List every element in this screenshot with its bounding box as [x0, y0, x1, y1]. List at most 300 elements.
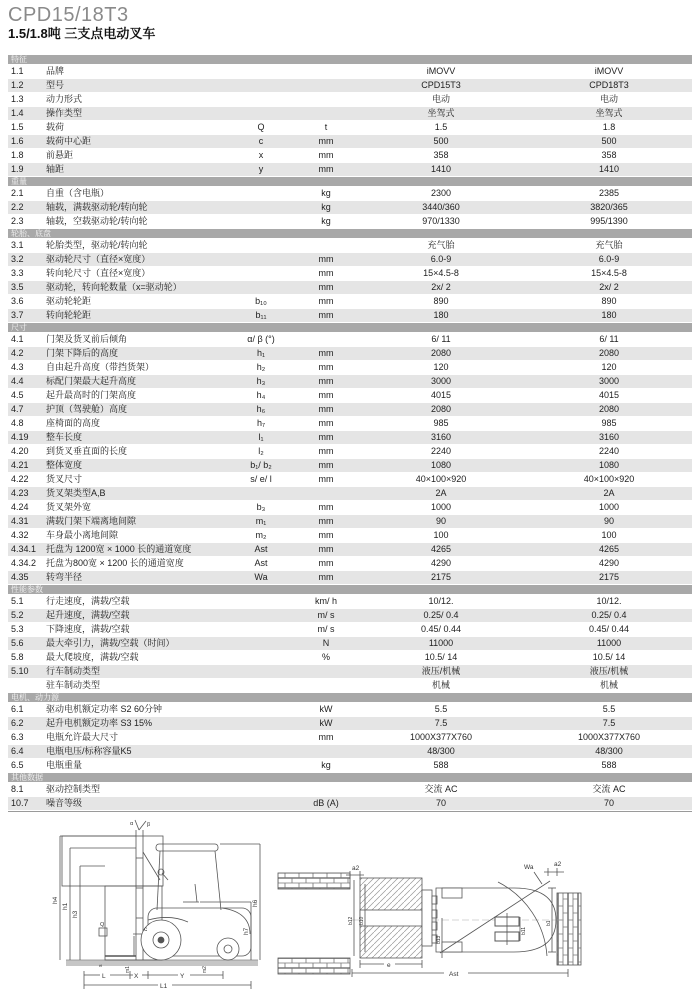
cell-desc: 最大爬坡度，满载/空载: [46, 652, 139, 662]
cell-desc: 整车长度: [46, 432, 83, 442]
cell-desc: 轴载，满载驱动轮/转向轮: [46, 202, 148, 212]
cell-unit: mm: [318, 418, 334, 428]
cell-unit: kW: [319, 718, 333, 728]
cell-v2: 995/1390: [590, 216, 628, 226]
cell-v1: 358: [433, 150, 449, 160]
cell-no: 5.8: [11, 652, 24, 662]
cell-no: 4.34.2: [11, 558, 37, 568]
cell-desc: 货叉架类型A,B: [46, 488, 106, 498]
cell-v1: 4265: [430, 544, 452, 554]
cell-unit: kg: [321, 202, 331, 212]
cell-desc: 门架下降后的高度: [46, 348, 119, 358]
section-header: 轮胎、底盘: [8, 229, 692, 238]
section-header: 电机、动力源: [8, 693, 692, 702]
b10-label: b10: [359, 916, 365, 925]
section-header: 性能参数: [8, 585, 692, 594]
cell-v2: 2240: [598, 446, 620, 456]
cell-desc: 托盘为 1200宽 × 1000 长的通道宽度: [46, 544, 192, 554]
cell-unit: mm: [318, 376, 334, 386]
spec-row: [8, 295, 692, 308]
cell-v2: 1410: [598, 164, 620, 174]
cell-sym: Wa: [254, 572, 268, 582]
cell-desc: 货叉架外宽: [46, 502, 92, 512]
cell-no: 1.6: [11, 136, 24, 146]
cell-no: 3.5: [11, 282, 24, 292]
cell-sym: l₁: [258, 432, 264, 442]
spec-row: [8, 215, 692, 228]
cell-v2: 3160: [598, 432, 620, 442]
cell-unit: kg: [321, 188, 331, 198]
cell-desc: 操作类型: [46, 108, 83, 118]
cell-v1: 588: [433, 760, 449, 770]
e-label: e: [387, 962, 391, 969]
cell-v2: 588: [601, 760, 617, 770]
b1-label: b1: [546, 920, 552, 926]
cell-sym: [226, 759, 296, 772]
cell-no: 5.1: [11, 596, 24, 606]
cell-v1: 2A: [435, 488, 447, 498]
h6-label: h6: [252, 899, 259, 907]
cell-v1: 4015: [430, 390, 452, 400]
spec-row: [8, 121, 692, 134]
cell-desc: 下降速度，满载/空载: [46, 624, 130, 634]
cell-v2: 10/12.: [596, 596, 622, 606]
cell-unit: mm: [318, 136, 334, 146]
cell-sym: [226, 487, 296, 500]
cell-unit: [296, 665, 356, 678]
cell-v2: 4015: [598, 390, 620, 400]
spec-row: [8, 403, 692, 416]
h1-label: h1: [62, 902, 69, 910]
cell-unit: [296, 79, 356, 92]
cell-v2: 3820/365: [590, 202, 628, 212]
ast-label: Ast: [449, 971, 459, 978]
cell-sym: [226, 201, 296, 214]
cell-v1: 6/ 11: [431, 334, 451, 344]
spec-row: [8, 501, 692, 514]
page-header: [0, 0, 700, 42]
spec-row: [8, 65, 692, 78]
cell-desc: 行走速度，满载/空载: [46, 596, 130, 606]
cell-v1: 10/12.: [428, 596, 454, 606]
spec-row: [8, 431, 692, 444]
cell-sym: h₆: [256, 404, 266, 414]
cell-v2: 1.8: [602, 122, 616, 132]
cell-v2: 500: [601, 136, 617, 146]
cell-sym: [226, 665, 296, 678]
spec-row: [8, 717, 692, 730]
cell-v2: 10.5/ 14: [592, 652, 626, 662]
cell-sym: [226, 281, 296, 294]
cell-no: 4.21: [11, 460, 29, 470]
cell-v1: 1410: [430, 164, 452, 174]
cell-sym: [226, 703, 296, 716]
cell-v2: iMOVV: [594, 66, 624, 76]
cell-desc: 驱动轮轮距: [46, 296, 92, 306]
cell-unit: m/ s: [317, 624, 335, 634]
cell-desc: 品牌: [46, 66, 65, 76]
cell-no: 4.5: [11, 390, 24, 400]
section-header: 重量: [8, 177, 692, 186]
cell-no: 1.5: [11, 122, 24, 132]
cell-v1: 11000: [428, 638, 454, 648]
cell-unit: mm: [318, 150, 334, 160]
cell-desc: 轴载，空载驱动轮/转向轮: [46, 216, 148, 226]
h3-label: h3: [72, 910, 79, 918]
spec-row: [8, 107, 692, 120]
cell-desc: 驻车制动类型: [46, 680, 101, 690]
cell-unit: mm: [318, 460, 334, 470]
cell-sym: b₁₁: [255, 310, 267, 320]
cell-v2: 6.0-9: [598, 254, 620, 264]
cell-no: 1.3: [11, 94, 24, 104]
cell-v2: 358: [601, 150, 617, 160]
cell-v2: 交流 AC: [592, 784, 626, 794]
spec-row: [8, 309, 692, 322]
cell-unit: [296, 333, 356, 346]
cell-desc: 转弯半径: [46, 572, 83, 582]
spec-row: [8, 201, 692, 214]
l-label: L: [102, 973, 106, 980]
s-label: s: [98, 964, 104, 967]
spec-row: [8, 281, 692, 294]
cell-unit: [296, 679, 356, 692]
cell-v1: 985: [433, 418, 449, 428]
cell-v2: CPD18T3: [589, 80, 629, 90]
cell-v2: 180: [601, 310, 617, 320]
cell-no: 6.4: [11, 746, 24, 756]
cell-unit: mm: [318, 572, 334, 582]
cell-v2: 48/300: [595, 746, 623, 756]
cell-v2: 985: [601, 418, 617, 428]
cell-sym: c: [258, 136, 264, 146]
cell-v2: 4265: [598, 544, 620, 554]
spec-row: [8, 459, 692, 472]
spec-row: [8, 515, 692, 528]
cell-desc: 货叉尺寸: [46, 474, 83, 484]
cell-unit: dB (A): [313, 798, 339, 808]
page-title: CPD15/18T3: [8, 4, 129, 26]
spec-row: [8, 347, 692, 360]
cell-desc: 动力形式: [46, 94, 83, 104]
h4-label: h4: [52, 896, 59, 904]
spec-row: [8, 783, 692, 796]
cell-v2: 3000: [598, 376, 620, 386]
b13-label: b13: [436, 935, 442, 944]
cell-v2: 15×4.5-8: [591, 268, 627, 278]
cell-unit: mm: [318, 164, 334, 174]
cell-sym: h₄: [256, 390, 266, 400]
cell-no: 4.20: [11, 446, 29, 456]
cell-v2: 120: [601, 362, 617, 372]
section-header: 特征: [8, 55, 692, 64]
cell-v1: 2x/ 2: [431, 282, 451, 292]
cell-v2: 6/ 11: [599, 334, 619, 344]
cell-unit: kg: [321, 760, 331, 770]
cell-v2: 2080: [598, 404, 620, 414]
cell-desc: 驱动轮尺寸（直径×宽度）: [46, 254, 151, 264]
cell-no: 3.2: [11, 254, 24, 264]
cell-desc: 轴距: [46, 164, 65, 174]
cell-v1: 5.5: [434, 704, 448, 714]
cell-no: 4.19: [11, 432, 29, 442]
cell-v1: 100: [433, 530, 449, 540]
cell-sym: [226, 783, 296, 796]
cell-v1: 1000X377X760: [409, 732, 473, 742]
cell-v1: 15×4.5-8: [423, 268, 459, 278]
cell-no: 4.7: [11, 404, 24, 414]
cell-sym: [226, 187, 296, 200]
spec-row: [8, 79, 692, 92]
cell-v1: 48/300: [427, 746, 455, 756]
cell-sym: [226, 93, 296, 106]
spec-row: [8, 417, 692, 430]
cell-sym: [226, 65, 296, 78]
cell-v2: 机械: [599, 680, 618, 690]
cell-desc: 起升最高时的门架高度: [46, 390, 137, 400]
cell-desc: 自由起升高度（带挡货架）: [46, 362, 155, 372]
spec-row: [8, 239, 692, 252]
a2-left-label: a2: [352, 865, 360, 872]
spec-row: [8, 487, 692, 500]
spec-row: [8, 333, 692, 346]
spec-row: [8, 445, 692, 458]
cell-sym: [226, 745, 296, 758]
cell-no: 5.2: [11, 610, 24, 620]
cell-unit: [296, 487, 356, 500]
cell-v1: 40×100×920: [415, 474, 467, 484]
x-label: X: [134, 973, 139, 980]
cell-sym: [226, 107, 296, 120]
cell-unit: mm: [318, 310, 334, 320]
cell-v2: 2A: [603, 488, 615, 498]
cell-sym: [226, 215, 296, 228]
cell-unit: mm: [318, 348, 334, 358]
spec-row: [8, 187, 692, 200]
spec-row: [8, 543, 692, 556]
cell-unit: mm: [318, 446, 334, 456]
cell-v1: 1.5: [434, 122, 448, 132]
cell-sym: [226, 239, 296, 252]
cell-no: 6.2: [11, 718, 24, 728]
cell-unit: mm: [318, 474, 334, 484]
cell-v2: 坐驾式: [595, 108, 623, 118]
cell-v2: 1000: [598, 502, 620, 512]
cell-v2: 0.25/ 0.4: [591, 610, 627, 620]
cell-sym: h₃: [256, 376, 266, 386]
spec-row: [8, 93, 692, 106]
spec-row: [8, 651, 692, 664]
cell-no: 4.24: [11, 502, 29, 512]
cell-no: 6.3: [11, 732, 24, 742]
cell-sym: [226, 609, 296, 622]
cell-no: 4.32: [11, 530, 29, 540]
cell-v2: 70: [603, 798, 614, 808]
cell-sym: [226, 651, 296, 664]
cell-v2: 1000X377X760: [577, 732, 641, 742]
cell-v1: 3000: [430, 376, 452, 386]
cell-desc: 转向轮轮距: [46, 310, 92, 320]
cell-v2: 充气胎: [595, 240, 623, 250]
cell-sym: [226, 623, 296, 636]
cell-no: 6.5: [11, 760, 24, 770]
cell-v2: 7.5: [602, 718, 616, 728]
cell-unit: mm: [318, 432, 334, 442]
cell-no: 3.3: [11, 268, 24, 278]
cell-v2: 11000: [596, 638, 622, 648]
cell-no: 5.3: [11, 624, 24, 634]
cell-v1: CPD15T3: [421, 80, 461, 90]
spec-row: [8, 529, 692, 542]
diagram-svg: [8, 818, 692, 990]
cell-no: 4.4: [11, 376, 24, 386]
cell-unit: mm: [318, 544, 334, 554]
cell-unit: [296, 93, 356, 106]
spec-row: [8, 571, 692, 584]
cell-sym: h₁: [256, 348, 266, 358]
cell-desc: 噪音等级: [46, 798, 83, 808]
cell-unit: mm: [318, 254, 334, 264]
cell-v2: 2080: [598, 348, 620, 358]
cell-v1: 120: [433, 362, 449, 372]
cell-v1: 0.25/ 0.4: [423, 610, 459, 620]
cell-no: 4.23: [11, 488, 29, 498]
cell-sym: [226, 253, 296, 266]
spec-row: [8, 253, 692, 266]
cell-desc: 起升速度，满载/空载: [46, 610, 130, 620]
l1-label: L1: [160, 983, 168, 990]
cell-no: 2.3: [11, 216, 24, 226]
cell-sym: [226, 797, 296, 810]
cell-desc: 标配门架最大起升高度: [46, 376, 137, 386]
cell-v2: 5.5: [602, 704, 616, 714]
cell-unit: mm: [318, 268, 334, 278]
cell-no: 5.10: [11, 666, 29, 676]
page-subtitle: 1.5/1.8吨 三支点电动叉车: [8, 26, 156, 41]
cell-sym: y: [258, 164, 264, 174]
cell-v2: 0.45/ 0.44: [588, 624, 630, 634]
cell-v1: 液压/机械: [421, 666, 461, 676]
cell-unit: N: [322, 638, 330, 648]
cell-sym: h₂: [256, 362, 266, 372]
cell-no: 1.9: [11, 164, 24, 174]
cell-v1: 2080: [430, 348, 452, 358]
cell-v2: 电动: [599, 94, 618, 104]
cell-v1: 电动: [431, 94, 450, 104]
cell-v2: 890: [601, 296, 617, 306]
spec-row: [8, 703, 692, 716]
cell-v1: 1000: [430, 502, 452, 512]
cell-sym: [226, 717, 296, 730]
cell-desc: 自重（含电瓶）: [46, 188, 110, 198]
spec-row: [8, 361, 692, 374]
dimension-diagrams: [8, 818, 692, 995]
cell-desc: 座椅面的高度: [46, 418, 101, 428]
cell-v1: 交流 AC: [424, 784, 458, 794]
cell-v1: 500: [433, 136, 449, 146]
cell-desc: 电瓶电压/标称容量K5: [46, 746, 132, 756]
cell-sym: x: [258, 150, 264, 160]
side-view-drawing: [60, 820, 260, 989]
cell-sym: b₃: [256, 502, 266, 512]
cell-desc: 载荷中心距: [46, 136, 92, 146]
cell-sym: [226, 731, 296, 744]
cell-desc: 转向轮尺寸（直径×宽度）: [46, 268, 151, 278]
cell-unit: %: [321, 652, 330, 662]
cell-desc: 起升电机额定功率 S3 15%: [46, 718, 153, 728]
cell-v2: 1080: [598, 460, 620, 470]
q-label: Q: [100, 922, 105, 928]
cell-no: 4.22: [11, 474, 29, 484]
cell-v1: 2300: [430, 188, 452, 198]
cell-unit: kg: [321, 216, 331, 226]
cell-no: 8.1: [11, 784, 24, 794]
cell-desc: 电瓶重量: [46, 760, 83, 770]
cell-sym: Ast: [254, 558, 268, 568]
cell-v2: 90: [603, 516, 614, 526]
cell-unit: mm: [318, 404, 334, 414]
cell-v1: 2240: [430, 446, 452, 456]
cell-desc: 到货叉垂直面的长度: [46, 446, 128, 456]
cell-desc: 电瓶允许最大尺寸: [46, 732, 119, 742]
cell-unit: mm: [318, 502, 334, 512]
cell-sym: α/ β (°): [247, 334, 275, 344]
a2-right-label: a2: [554, 861, 562, 868]
cell-unit: mm: [318, 530, 334, 540]
cell-no: 2.2: [11, 202, 24, 212]
spec-row: [8, 149, 692, 162]
cell-sym: [226, 679, 296, 692]
cell-no: 1.4: [11, 108, 24, 118]
cell-v1: 10.5/ 14: [424, 652, 458, 662]
cell-v1: 2175: [430, 572, 452, 582]
cell-desc: 型号: [46, 80, 65, 90]
cell-no: 6.1: [11, 704, 24, 714]
cell-desc: 前悬距: [46, 150, 74, 160]
cell-no: [8, 679, 46, 692]
cell-v1: 3440/360: [422, 202, 460, 212]
cell-desc: 最大牵引力，满载/空载（时间）: [46, 638, 175, 648]
cell-unit: mm: [318, 732, 334, 742]
cell-v1: iMOVV: [426, 66, 456, 76]
cell-v1: 6.0-9: [430, 254, 452, 264]
spec-table: [8, 55, 692, 812]
cell-desc: 驱动电机额定功率 S2 60分钟: [46, 704, 163, 714]
spec-row: [8, 797, 692, 810]
cell-unit: mm: [318, 516, 334, 526]
spec-row: [8, 163, 692, 176]
section-header: 其他数据: [8, 773, 692, 782]
spec-row: [8, 665, 692, 678]
spec-row: [8, 679, 692, 692]
cell-desc: 轮胎类型，驱动轮/转向轮: [46, 240, 148, 250]
cell-no: 4.3: [11, 362, 24, 372]
m1-label: m1: [125, 966, 131, 973]
cell-unit: [296, 239, 356, 252]
spec-row: [8, 759, 692, 772]
m2-label: m2: [202, 966, 208, 973]
cell-no: 1.2: [11, 80, 24, 90]
spec-row: [8, 595, 692, 608]
spec-row: [8, 389, 692, 402]
cell-desc: 驱动控制类型: [46, 784, 101, 794]
cell-v2: 液压/机械: [589, 666, 629, 676]
cell-sym: h₇: [256, 418, 266, 428]
cell-v2: 2175: [598, 572, 620, 582]
cell-no: 10.7: [11, 798, 29, 808]
cell-unit: [296, 783, 356, 796]
spec-row: [8, 557, 692, 570]
